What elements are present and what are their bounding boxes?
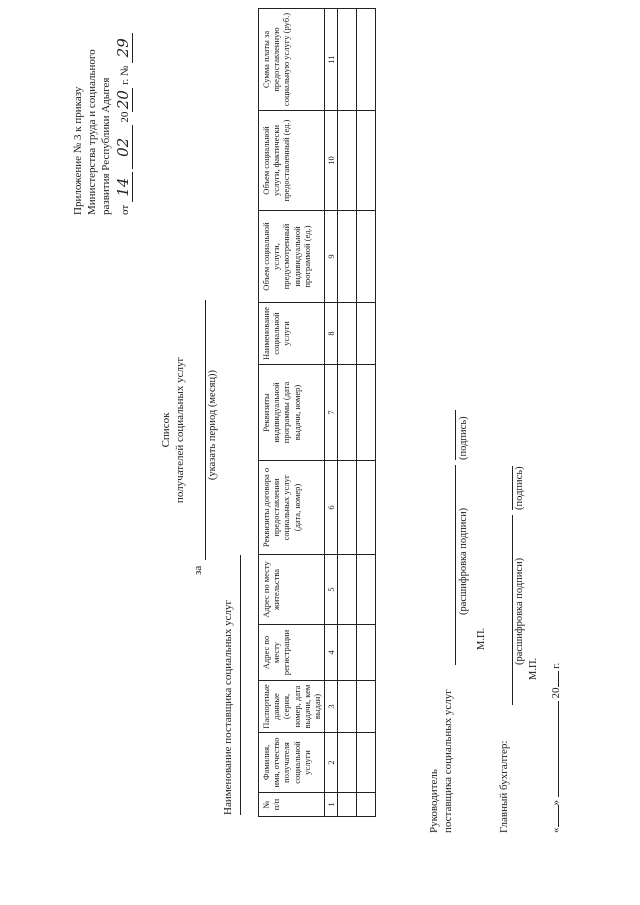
table-row <box>338 9 357 817</box>
date-signature-line <box>550 663 563 833</box>
header-cell: № п/п <box>259 793 325 817</box>
column-number: 8 <box>325 303 338 365</box>
header-cell: Адрес по месту регистрации <box>259 625 325 681</box>
appendix-line-2: Министерства труда и социального <box>86 49 98 215</box>
table-row <box>357 9 376 817</box>
provider-label: Наименование поставщика социальных услуг <box>222 599 234 815</box>
date-month: 02 <box>114 137 132 157</box>
column-number: 5 <box>325 555 338 625</box>
head-signature-line <box>455 410 456 460</box>
appendix-date-line <box>114 33 133 215</box>
header-cell: Сумма платы за предоставленную социальную услугу (руб.) <box>259 9 325 111</box>
header-cell: Реквизиты индивидуальной программы (дата выдачи, номер) <box>259 365 325 461</box>
header-cell: Объем социальной услуги, предусмотренный индивидуальной программой (ед.) <box>259 211 325 303</box>
accountant-decoding-line <box>512 515 513 705</box>
header-cell: Реквизиты договора о предоставлении социальных услуг (дата, номер) <box>259 461 325 555</box>
column-number: 4 <box>325 625 338 681</box>
column-number: 11 <box>325 9 338 111</box>
accountant-label: Главный бухгалтер: <box>498 740 510 833</box>
accountant-stamp: М.П. <box>528 657 539 680</box>
title-line-1: Список <box>160 412 172 448</box>
column-number: 7 <box>325 365 338 461</box>
accountant-signature-line <box>512 466 513 510</box>
column-number: 6 <box>325 461 338 555</box>
date-year-suffix: г. <box>550 662 562 669</box>
date-open-quote: « <box>550 827 562 833</box>
date-year-prefix: 20 <box>550 687 562 699</box>
column-number: 2 <box>325 733 338 793</box>
title-line-2: получателей социальных услуг <box>174 356 186 504</box>
year-prefix: 20 <box>119 111 131 123</box>
column-number: 3 <box>325 681 338 733</box>
column-number-row <box>325 9 338 817</box>
date-year: 20 <box>114 90 132 110</box>
header-cell: Паспортные данные (серия, номер, дата выдачи, кем выдан) <box>259 681 325 733</box>
head-label-line-1: Руководитель <box>428 769 440 833</box>
accountant-decoding-hint: (расшифровка подписи) <box>514 557 525 665</box>
column-number: 1 <box>325 793 338 817</box>
accountant-signature-hint: (подпись) <box>514 466 525 510</box>
period-field-line <box>205 300 206 560</box>
recipients-table <box>258 8 376 817</box>
order-number: 29 <box>114 38 132 58</box>
head-signature-hint: (подпись) <box>458 416 469 460</box>
header-cell: Наименование социальной услуги <box>259 303 325 365</box>
number-prefix: г. № <box>119 65 131 85</box>
header-cell: Фамилия, имя, отчество получателя социальной услуги <box>259 733 325 793</box>
head-stamp: М.П. <box>476 627 487 650</box>
period-hint: (указать период (месяц)) <box>207 369 218 481</box>
appendix-line-3: развития Республики Адыгея <box>100 77 112 215</box>
period-prefix: за <box>192 565 204 575</box>
column-number: 10 <box>325 111 338 211</box>
column-number: 9 <box>325 211 338 303</box>
header-cell: Объем социальной услуги, фактически предоставленный (ед.) <box>259 111 325 211</box>
date-close-quote: » <box>550 800 562 806</box>
provider-field-line <box>240 555 241 815</box>
header-cell: Адрес по месту жительства <box>259 555 325 625</box>
table-header-row <box>259 9 325 817</box>
head-label-line-2: поставщика социальных услуг <box>442 689 454 833</box>
head-decoding-hint: (расшифровка подписи) <box>458 507 469 615</box>
appendix-line-1: Приложение № 3 к приказу <box>72 86 84 215</box>
date-prefix: от <box>119 204 131 215</box>
date-day: 14 <box>114 177 132 197</box>
head-decoding-line <box>455 465 456 665</box>
